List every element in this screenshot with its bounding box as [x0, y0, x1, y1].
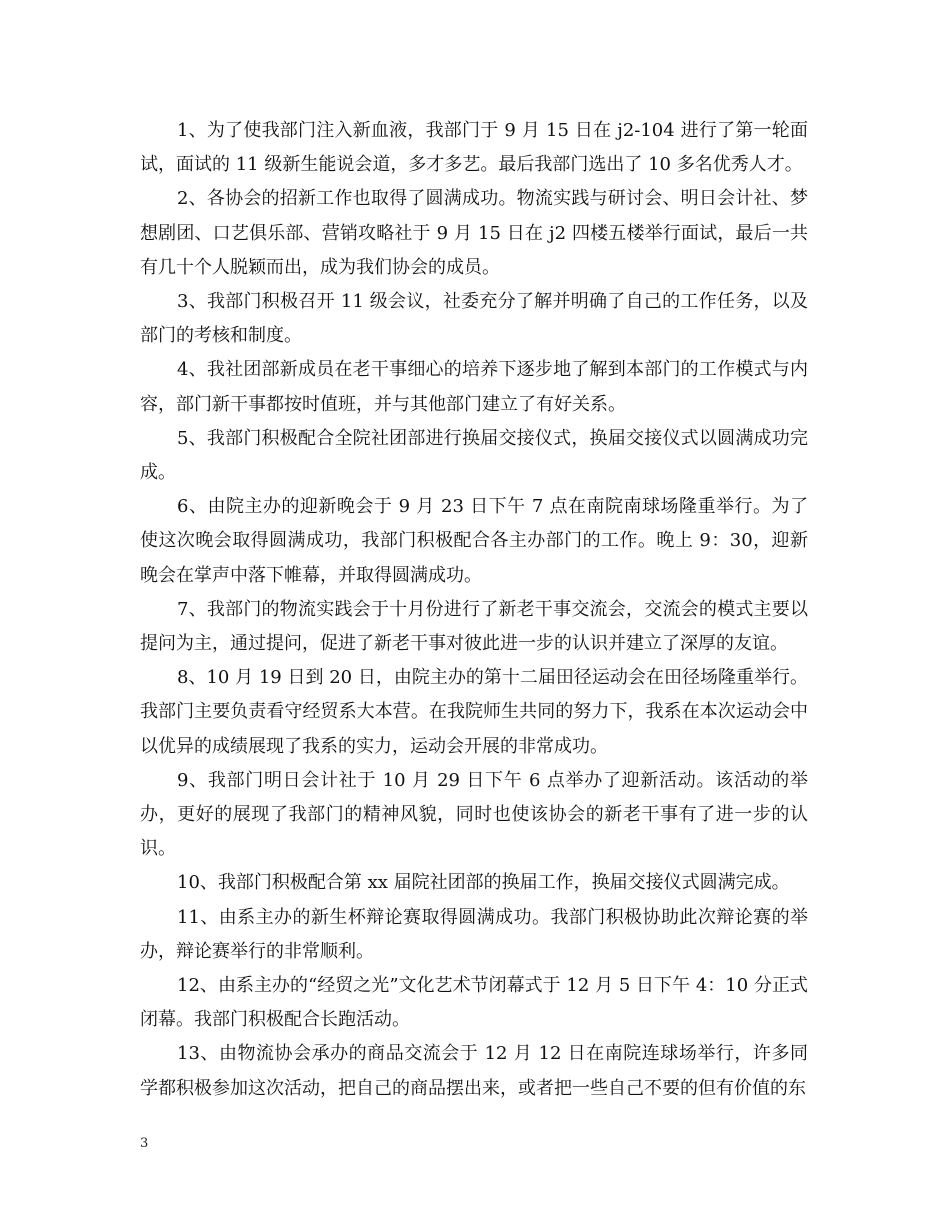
paragraph-12: 12、由系主办的“经贸之光”文化艺术节闭幕式于 12 月 5 日下午 4：10 分正式闭幕。我部门积极配合长跑活动。 [140, 975, 808, 1031]
page-number: 3 [140, 1136, 149, 1151]
paragraph-1: 1、为了使我部门注入新血液，我部门于 9 月 15 日在 j2-104 进行了第一轮面试，面试的 11 级新生能说会道，多才多艺。最后我部门选出了 10 多名优秀人才。 [140, 120, 808, 176]
paragraph-2: 2、各协会的招新工作也取得了圆满成功。物流实践与研讨会、明日会计社、梦想剧团、口艺俱乐部、营销攻略社于 9 月 15 日在 j2 四楼五楼举行面试，最后一共有几十个人脱颖而出，成为我们协会的成员。 [140, 188, 808, 278]
paragraph-3: 3、我部门积极召开 11 级会议，社委充分了解并明确了自己的工作任务，以及部门的考核和制度。 [140, 291, 808, 347]
document-body [140, 114, 808, 1106]
paragraph-8: 8、10 月 19 日到 20 日，由院主办的第十二届田径运动会在田径场隆重举行。我部门主要负责看守经贸系大本营。在我院师生共同的努力下，我系在本次运动会中以优异的成绩展现了我系的实力，运动会开展的非常成功。 [140, 667, 808, 757]
paragraph-7: 7、我部门的物流实践会于十月份进行了新老干事交流会，交流会的模式主要以提问为主，通过提问，促进了新老干事对彼此进一步的认识并建立了深厚的友谊。 [140, 598, 808, 655]
paragraph-5: 5、我部门积极配合全院社团部进行换届交接仪式，换届交接仪式以圆满成功完成。 [140, 427, 808, 484]
paragraph-9: 9、我部门明日会计社于 10 月 29 日下午 6 点举办了迎新活动。该活动的举办，更好的展现了我部门的精神风貌，同时也使该协会的新老干事有了进一步的认识。 [140, 769, 808, 860]
paragraph-10: 10、我部门积极配合第 xx 届院社团部的换届工作，换届交接仪式圆满完成。 [177, 872, 790, 894]
paragraph-13: 13、由物流协会承办的商品交流会于 12 月 12 日在南院连球场举行，许多同学都积极参加这次活动，把自己的商品摆出来，或者把一些自己不要的但有价值的东 [140, 1043, 808, 1099]
paragraph-6: 6、由院主办的迎新晚会于 9 月 23 日下午 7 点在南院南球场隆重举行。为了使这次晚会取得圆满成功，我部门积极配合各主办部门的工作。晚上 9：30，迎新晚会在掌声中落下帷幕，并取得圆满成功。 [140, 496, 808, 586]
paragraph-4: 4、我社团部新成员在老干事细心的培养下逐步地了解到本部门的工作模式与内容，部门新干事都按时值班，并与其他部门建立了有好关系。 [140, 359, 808, 415]
paragraph-11: 11、由系主办的新生杯辩论赛取得圆满成功。我部门积极协助此次辩论赛的举办，辩论赛举行的非常顺利。 [140, 906, 808, 962]
